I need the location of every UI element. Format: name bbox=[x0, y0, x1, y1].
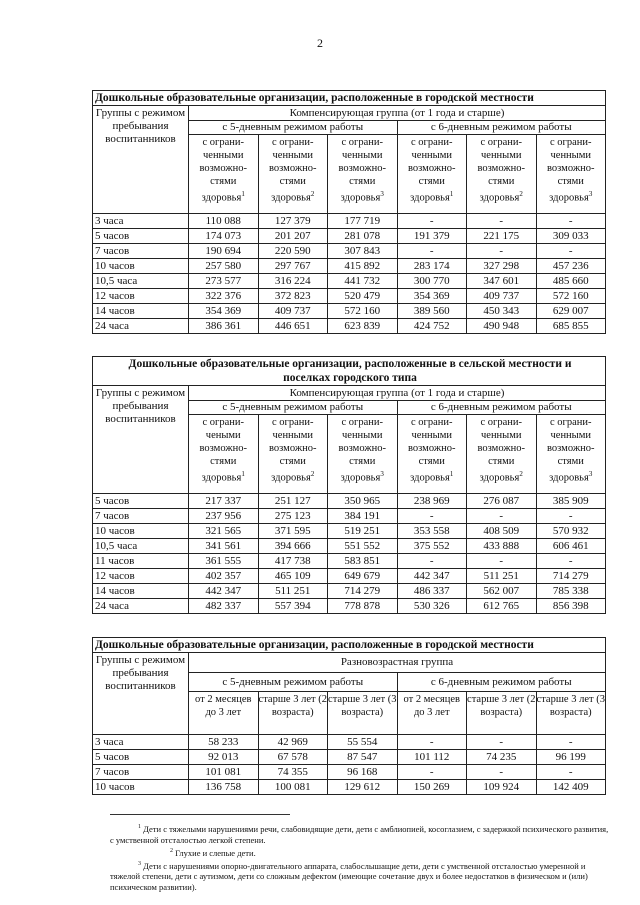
value-cell: 322 376 bbox=[189, 289, 259, 304]
value-cell: 714 279 bbox=[328, 584, 398, 599]
value-cell: - bbox=[397, 554, 467, 569]
value-cell: 386 361 bbox=[189, 319, 259, 334]
value-cell: 127 379 bbox=[258, 214, 328, 229]
row-label: 10 часов bbox=[93, 524, 189, 539]
value-cell: 442 347 bbox=[189, 584, 259, 599]
value-cell: 58 233 bbox=[189, 735, 259, 750]
value-cell: 557 394 bbox=[258, 599, 328, 614]
row-label: 14 часов bbox=[93, 304, 189, 319]
value-cell: 385 909 bbox=[536, 494, 606, 509]
value-cell: 177 719 bbox=[328, 214, 398, 229]
value-cell: 55 554 bbox=[328, 735, 398, 750]
value-cell: 354 369 bbox=[189, 304, 259, 319]
table-row bbox=[93, 780, 606, 795]
value-cell: 384 191 bbox=[328, 509, 398, 524]
value-cell: 457 236 bbox=[536, 259, 606, 274]
subheader-cell: с ограни-ченными возможно-стями здоровья$^2$ bbox=[467, 135, 537, 214]
value-cell: 221 175 bbox=[467, 229, 537, 244]
table-row bbox=[93, 259, 606, 274]
group-type-header: Компенсирующая группа (от 1 года и старше) bbox=[189, 386, 606, 401]
table-title: Дошкольные образовательные организации, расположенные в сельской местности и поселках городского типа bbox=[93, 357, 606, 386]
value-cell: 190 694 bbox=[189, 244, 259, 259]
value-cell: 623 839 bbox=[328, 319, 398, 334]
table-row bbox=[93, 304, 606, 319]
value-cell: 354 369 bbox=[397, 289, 467, 304]
table-row bbox=[93, 524, 606, 539]
value-cell: 276 087 bbox=[467, 494, 537, 509]
row-label: 3 часа bbox=[93, 735, 189, 750]
value-cell: - bbox=[536, 244, 606, 259]
value-cell: 321 565 bbox=[189, 524, 259, 539]
rural-compensating-table bbox=[92, 356, 606, 614]
value-cell: 649 679 bbox=[328, 569, 398, 584]
value-cell: 530 326 bbox=[397, 599, 467, 614]
group-header: Группы с режимом пребывания воспитанников bbox=[93, 106, 189, 214]
row-label: 5 часов bbox=[93, 229, 189, 244]
value-cell: 251 127 bbox=[258, 494, 328, 509]
value-cell: 350 965 bbox=[328, 494, 398, 509]
value-cell: 142 409 bbox=[536, 780, 606, 795]
value-cell: 562 007 bbox=[467, 584, 537, 599]
table-row bbox=[93, 214, 606, 229]
subheader-cell: с ограни-ченными возможно-стями здоровья$^2$ bbox=[258, 135, 328, 214]
value-cell: 238 969 bbox=[397, 494, 467, 509]
value-cell: 433 888 bbox=[467, 539, 537, 554]
value-cell: 257 580 bbox=[189, 259, 259, 274]
value-cell: 612 765 bbox=[467, 599, 537, 614]
row-label: 12 часов bbox=[93, 289, 189, 304]
table-row bbox=[93, 750, 606, 765]
value-cell: 67 578 bbox=[258, 750, 328, 765]
value-cell: 273 577 bbox=[189, 274, 259, 289]
value-cell: 551 552 bbox=[328, 539, 398, 554]
value-cell: 201 207 bbox=[258, 229, 328, 244]
subheader-cell: старше 3 лет (2 возраста) bbox=[467, 692, 537, 735]
mode-5-day-header: с 5-дневным режимом работы bbox=[189, 672, 398, 692]
value-cell: 714 279 bbox=[536, 569, 606, 584]
value-cell: - bbox=[467, 735, 537, 750]
group-type-header: Компенсирующая группа (от 1 года и старше) bbox=[189, 106, 606, 121]
value-cell: 174 073 bbox=[189, 229, 259, 244]
value-cell: 572 160 bbox=[328, 304, 398, 319]
value-cell: 217 337 bbox=[189, 494, 259, 509]
value-cell: 570 932 bbox=[536, 524, 606, 539]
value-cell: 389 560 bbox=[397, 304, 467, 319]
row-label: 7 часов bbox=[93, 244, 189, 259]
value-cell: 101 112 bbox=[397, 750, 467, 765]
value-cell: - bbox=[467, 765, 537, 780]
table-row bbox=[93, 494, 606, 509]
page-number: 2 bbox=[317, 36, 323, 50]
value-cell: 74 355 bbox=[258, 765, 328, 780]
row-label: 7 часов bbox=[93, 509, 189, 524]
value-cell: 511 251 bbox=[467, 569, 537, 584]
value-cell: 856 398 bbox=[536, 599, 606, 614]
row-label: 14 часов bbox=[93, 584, 189, 599]
row-label: 10,5 часа bbox=[93, 539, 189, 554]
subheader-cell: старше 3 лет (3 возраста) bbox=[536, 692, 606, 735]
value-cell: 281 078 bbox=[328, 229, 398, 244]
value-cell: 409 737 bbox=[467, 289, 537, 304]
value-cell: - bbox=[467, 509, 537, 524]
table-row bbox=[93, 539, 606, 554]
subheader-cell: с ограни-ченными возможно-стями здоровья$^1$ bbox=[189, 135, 259, 214]
value-cell: 778 878 bbox=[328, 599, 398, 614]
table-row bbox=[93, 599, 606, 614]
urban-compensating-table bbox=[92, 90, 606, 334]
table-row bbox=[93, 509, 606, 524]
subheader-cell: с ограни-ченными возможно-стями здоровья$^3$ bbox=[536, 415, 606, 494]
value-cell: - bbox=[536, 735, 606, 750]
value-cell: - bbox=[397, 765, 467, 780]
mode-5-day-header: с 5-дневным режимом работы bbox=[189, 120, 398, 135]
subheader-cell: с ограни-ченными возможно-стями здоровья$^1$ bbox=[397, 415, 467, 494]
value-cell: 511 251 bbox=[258, 584, 328, 599]
subheader-cell: старше 3 лет (2 возраста) bbox=[258, 692, 328, 735]
value-cell: - bbox=[536, 214, 606, 229]
value-cell: 100 081 bbox=[258, 780, 328, 795]
value-cell: 375 552 bbox=[397, 539, 467, 554]
value-cell: 92 013 bbox=[189, 750, 259, 765]
group-header: Группы с режимом пребывания воспитанников bbox=[93, 386, 189, 494]
value-cell: - bbox=[536, 554, 606, 569]
value-cell: 96 199 bbox=[536, 750, 606, 765]
value-cell: - bbox=[397, 735, 467, 750]
table-row bbox=[93, 765, 606, 780]
value-cell: 101 081 bbox=[189, 765, 259, 780]
value-cell: 150 269 bbox=[397, 780, 467, 795]
value-cell: 415 892 bbox=[328, 259, 398, 274]
table-row bbox=[93, 229, 606, 244]
value-cell: 316 224 bbox=[258, 274, 328, 289]
value-cell: 519 251 bbox=[328, 524, 398, 539]
row-label: 24 часа bbox=[93, 319, 189, 334]
value-cell: 191 379 bbox=[397, 229, 467, 244]
value-cell: - bbox=[536, 509, 606, 524]
table-row bbox=[93, 289, 606, 304]
value-cell: - bbox=[467, 554, 537, 569]
mode-6-day-header: с 6-дневным режимом работы bbox=[397, 400, 606, 415]
group-type-header: Разновозрастная группа bbox=[189, 653, 606, 673]
value-cell: 486 337 bbox=[397, 584, 467, 599]
subheader-cell: старше 3 лет (3 возраста) bbox=[328, 692, 398, 735]
value-cell: 283 174 bbox=[397, 259, 467, 274]
value-cell: 300 770 bbox=[397, 274, 467, 289]
mode-6-day-header: с 6-дневным режимом работы bbox=[397, 120, 606, 135]
value-cell: 785 338 bbox=[536, 584, 606, 599]
value-cell: 74 235 bbox=[467, 750, 537, 765]
mode-5-day-header: с 5-дневным режимом работы bbox=[189, 400, 398, 415]
footnote-3: $^3$ Дети с нарушениями опорно-двигательного аппарата, слабослышащие дети, дети с умственной отсталостью умеренной и тяжелой степени, дети с аутизмом, дети со сложным дефектом (имеющие сочетание двух и более недостатков в физическом и (или) психическом развитии). bbox=[110, 860, 588, 893]
row-label: 12 часов bbox=[93, 569, 189, 584]
footnote-1: $^1$ Дети с тяжелыми нарушениями речи, слабовидящие дети, дети с амблиопией, косоглазием, с задержкой психического развития, с умственной отсталостью легкой степени. bbox=[110, 823, 609, 845]
value-cell: 629 007 bbox=[536, 304, 606, 319]
value-cell: 129 612 bbox=[328, 780, 398, 795]
value-cell: 309 033 bbox=[536, 229, 606, 244]
value-cell: 341 561 bbox=[189, 539, 259, 554]
subheader-cell: с ограни-чеными возможно-стями здоровья$^1$ bbox=[189, 415, 259, 494]
value-cell: 408 509 bbox=[467, 524, 537, 539]
row-label: 5 часов bbox=[93, 494, 189, 509]
group-header: Группы с режимом пребывания воспитанников bbox=[93, 653, 189, 735]
value-cell: - bbox=[536, 765, 606, 780]
value-cell: 520 479 bbox=[328, 289, 398, 304]
row-label: 3 часа bbox=[93, 214, 189, 229]
subheader-cell: с ограни-ченными возможно-стями здоровья$^2$ bbox=[258, 415, 328, 494]
row-label: 7 часов bbox=[93, 765, 189, 780]
row-label: 11 часов bbox=[93, 554, 189, 569]
table-title: Дошкольные образовательные организации, расположенные в городской местности bbox=[93, 638, 606, 653]
value-cell: 109 924 bbox=[467, 780, 537, 795]
value-cell: 371 595 bbox=[258, 524, 328, 539]
row-label: 10 часов bbox=[93, 780, 189, 795]
value-cell: - bbox=[467, 214, 537, 229]
value-cell: - bbox=[467, 244, 537, 259]
value-cell: 583 851 bbox=[328, 554, 398, 569]
footnotes bbox=[110, 822, 610, 893]
value-cell: 424 752 bbox=[397, 319, 467, 334]
footnote-2: $^2$ Глухие и слепые дети. bbox=[170, 847, 256, 858]
value-cell: 327 298 bbox=[467, 259, 537, 274]
value-cell: 490 948 bbox=[467, 319, 537, 334]
table-row bbox=[93, 244, 606, 259]
value-cell: 394 666 bbox=[258, 539, 328, 554]
value-cell: 353 558 bbox=[397, 524, 467, 539]
value-cell: 446 651 bbox=[258, 319, 328, 334]
table-row bbox=[93, 735, 606, 750]
value-cell: 237 956 bbox=[189, 509, 259, 524]
subheader-cell: с ограни-ченными возможно-стями здоровья$^3$ bbox=[328, 135, 398, 214]
value-cell: 572 160 bbox=[536, 289, 606, 304]
value-cell: 110 088 bbox=[189, 214, 259, 229]
value-cell: 409 737 bbox=[258, 304, 328, 319]
row-label: 24 часа bbox=[93, 599, 189, 614]
value-cell: 96 168 bbox=[328, 765, 398, 780]
value-cell: - bbox=[397, 509, 467, 524]
table-row bbox=[93, 274, 606, 289]
subheader-cell: от 2 месяцев до 3 лет bbox=[397, 692, 467, 735]
row-label: 10,5 часа bbox=[93, 274, 189, 289]
subheader-cell: с ограни-ченными возможно-стями здоровья$^1$ bbox=[397, 135, 467, 214]
table-title: Дошкольные образовательные организации, расположенные в городской местности bbox=[93, 91, 606, 106]
value-cell: 42 969 bbox=[258, 735, 328, 750]
value-cell: 372 823 bbox=[258, 289, 328, 304]
value-cell: 136 758 bbox=[189, 780, 259, 795]
subheader-cell: с ограни-ченными возможно-стями здоровья$^3$ bbox=[328, 415, 398, 494]
value-cell: 347 601 bbox=[467, 274, 537, 289]
value-cell: 482 337 bbox=[189, 599, 259, 614]
value-cell: 685 855 bbox=[536, 319, 606, 334]
urban-mixed-age-table bbox=[92, 637, 606, 795]
value-cell: 417 738 bbox=[258, 554, 328, 569]
row-label: 5 часов bbox=[93, 750, 189, 765]
value-cell: 402 357 bbox=[189, 569, 259, 584]
mode-6-day-header: с 6-дневным режимом работы bbox=[397, 672, 606, 692]
table-row bbox=[93, 554, 606, 569]
value-cell: 450 343 bbox=[467, 304, 537, 319]
table-row bbox=[93, 584, 606, 599]
value-cell: 87 547 bbox=[328, 750, 398, 765]
value-cell: 361 555 bbox=[189, 554, 259, 569]
table-row bbox=[93, 319, 606, 334]
table-row bbox=[93, 569, 606, 584]
value-cell: 307 843 bbox=[328, 244, 398, 259]
value-cell: 220 590 bbox=[258, 244, 328, 259]
footnote-divider bbox=[110, 814, 290, 815]
row-label: 10 часов bbox=[93, 259, 189, 274]
subheader-cell: с ограни-ченными возможно-стями здоровья$^3$ bbox=[536, 135, 606, 214]
value-cell: 606 461 bbox=[536, 539, 606, 554]
value-cell: 275 123 bbox=[258, 509, 328, 524]
subheader-cell: от 2 месяцев до 3 лет bbox=[189, 692, 259, 735]
value-cell: 441 732 bbox=[328, 274, 398, 289]
value-cell: 465 109 bbox=[258, 569, 328, 584]
value-cell: - bbox=[397, 214, 467, 229]
value-cell: 297 767 bbox=[258, 259, 328, 274]
value-cell: 442 347 bbox=[397, 569, 467, 584]
value-cell: 485 660 bbox=[536, 274, 606, 289]
subheader-cell: с ограни-ченными возможно-стями здоровья$^2$ bbox=[467, 415, 537, 494]
value-cell: - bbox=[397, 244, 467, 259]
